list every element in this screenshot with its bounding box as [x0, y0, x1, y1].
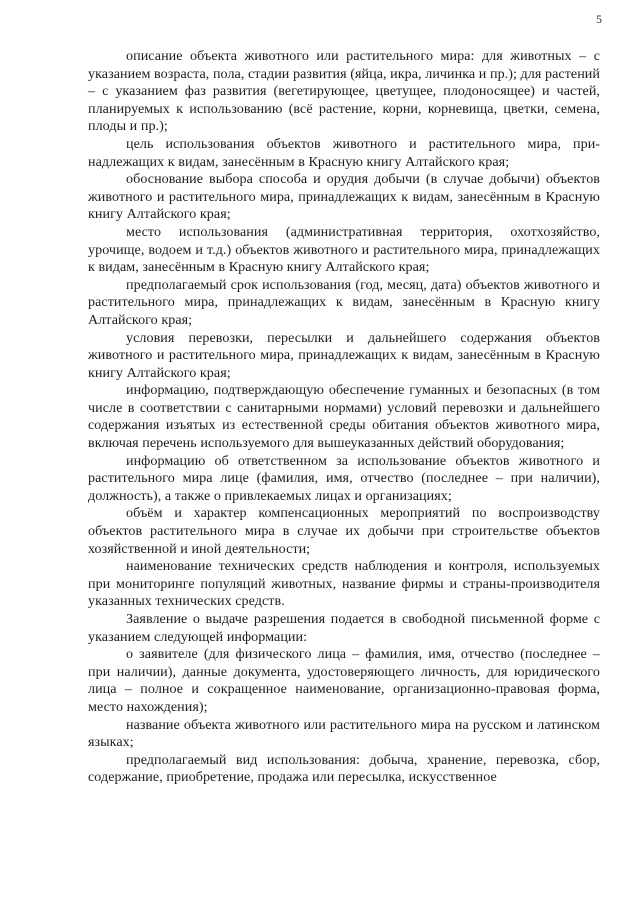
- paragraph-use-type: предполагаемый вид использования: добыча, хранение, перевозка, сбор, содержание, приобретение, продажа или пересылка, искусственное: [88, 751, 600, 786]
- paragraph-object-name: название объекта животного или растительного мира на русском и латинском языках;: [88, 716, 600, 751]
- page-number: 5: [596, 12, 602, 26]
- paragraph-responsible-person: информацию об ответственном за использование объектов животного и растительного мира лице (фамилия, имя, отчество (последнее – при наличии), должность), а также о привлекаемых лицах и организациях;: [88, 452, 600, 504]
- paragraph-place-of-use: место использования (административная территория, охотхозяйство, урочище, водоем и т.д.) объектов животного и растительного мира, принадлежащих к видам, занесённым в Красную книгу Алтайского края;: [88, 223, 600, 276]
- paragraph-description: описание объекта животного или растительного мира: для животных – с указанием возраста, пола, стадии развития (яйца, икра, личинка и пр.); для растений – с указанием фаз развития (вегетирующее, цветущее, плодоносящее) и частей, планируемых к использованию (всё растение, корни, корневища, цветки, семена, плоды и пр.);: [88, 48, 600, 135]
- document-body: [88, 48, 600, 787]
- paragraph-transport-conditions: условия перевозки, пересылки и дальнейшего содержания объектов животного и растительного мира, принадлежащих к видам, занесённым в Красную книгу Алтайского края;: [88, 329, 600, 381]
- paragraph-humane-conditions: информацию, подтверждающую обеспечение гуманных и безопасных (в том числе в соответствии с санитарными нормами) условий перевозки и дальнейшего содержания изъятых из естественной среды обитания объектов животного мира, включая перечень используемого для вышеуказанных действий оборудования;: [88, 382, 600, 452]
- paragraph-applicant-info: о заявителе (для физического лица – фамилия, имя, отчество (последнее – при наличии), данные документа, удостоверяющего личность, для юридического лица – полное и сокращенное наименование, организационно-правовая форма, место нахождения);: [88, 646, 600, 715]
- paragraph-term-of-use: предполагаемый срок использования (год, месяц, дата) объектов животного и растительного мира, принадлежащих к видам, занесённым в Красную книгу Алтайского края;: [88, 276, 600, 328]
- paragraph-compensation-measures: объём и характер компенсационных мероприятий по воспроизводству объектов растительного мира в случае их добычи при строительстве объектов хозяйственной и иной деятельности;: [88, 505, 600, 557]
- paragraph-technical-means: наименование технических средств наблюдения и контроля, используемых при мониторинге популяций животных, название фирмы и страны-производителя указанных технических средств.: [88, 558, 600, 610]
- paragraph-method-justification: обоснование выбора способа и орудия добычи (в случае добычи) объектов животного и растительного мира, принадлежащих к видам, занесённым в Красную книгу Алтайского края;: [88, 171, 600, 223]
- paragraph-application-intro: Заявление о выдаче разрешения подается в свободной письменной форме с указанием следующей информации:: [88, 611, 600, 645]
- paragraph-purpose: цель использования объектов животного и растительного мира, принадлежащих к видам, занесённым в Красную книгу Алтайского края;: [88, 135, 600, 170]
